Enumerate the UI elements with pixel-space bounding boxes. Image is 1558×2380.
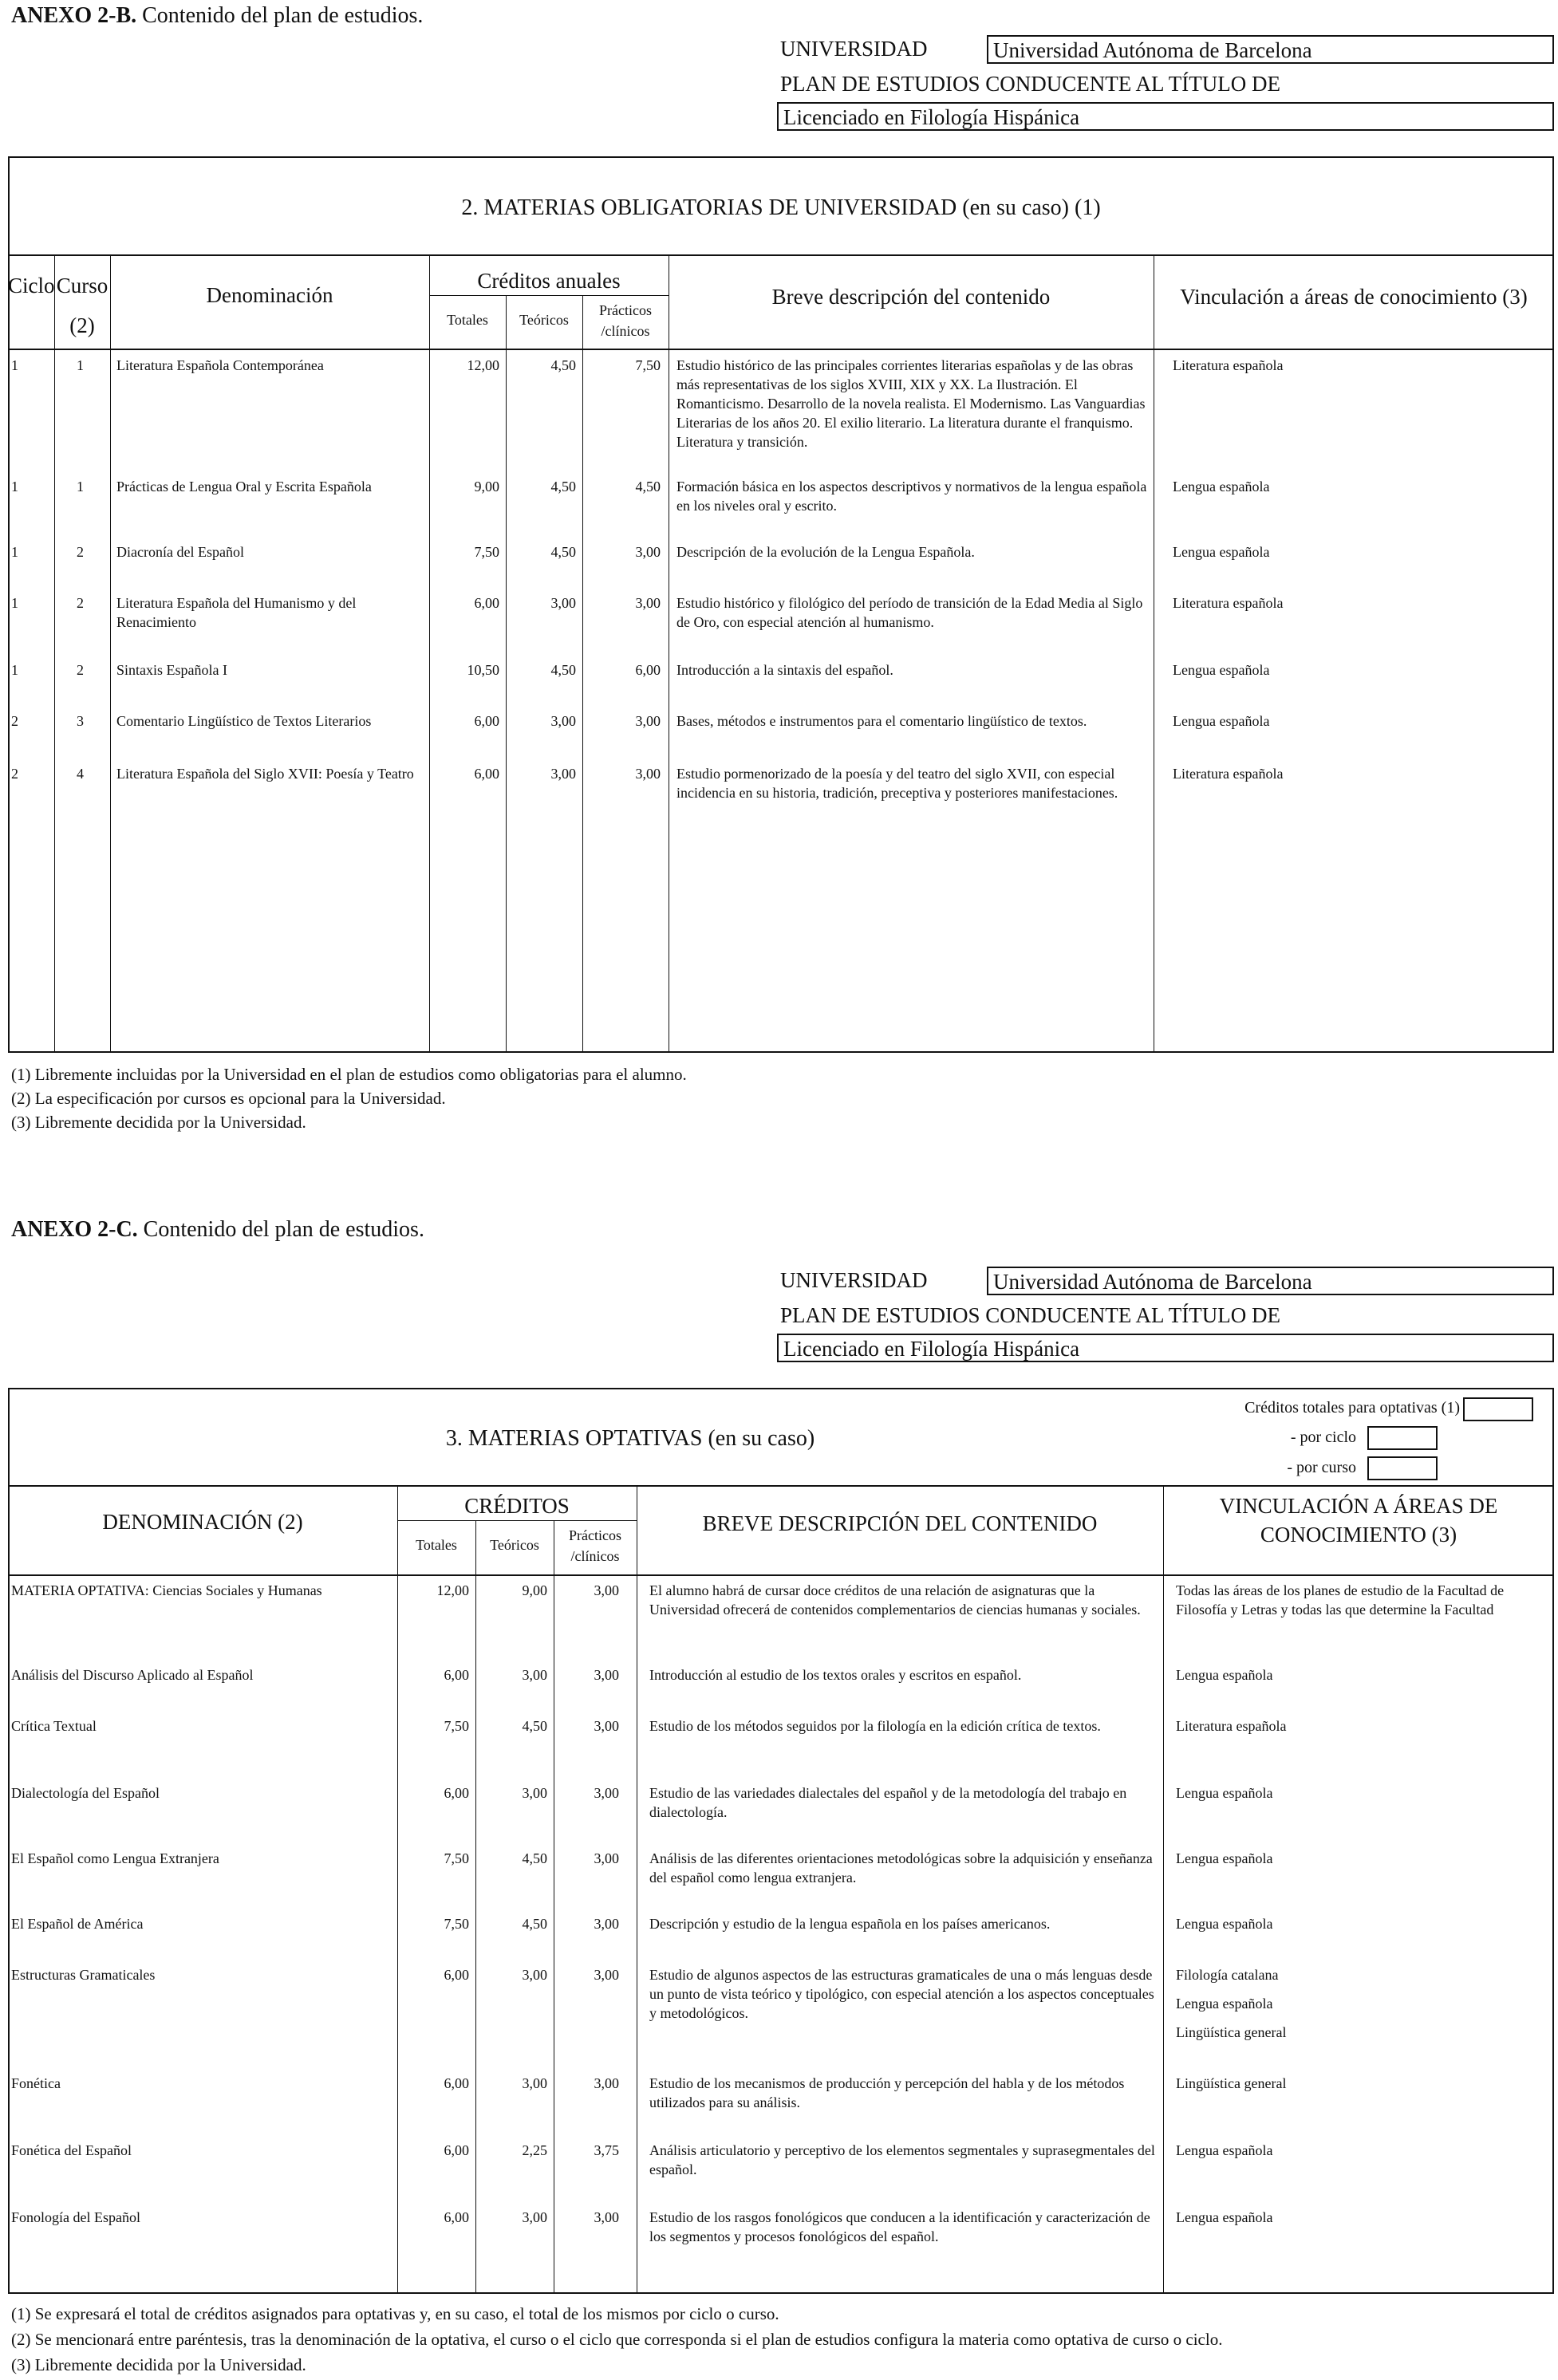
annex-b-section-title: 2. MATERIAS OBLIGATORIAS DE UNIVERSIDAD (en su caso) (1) <box>461 195 1101 220</box>
plan-label: PLAN DE ESTUDIOS CONDUCENTE AL TÍTULO DE <box>780 72 1280 96</box>
annex-b-row-2-practicos: 4,50 <box>635 479 661 495</box>
annex-b-row-1-area: Literatura española <box>1173 357 1284 373</box>
por-ciclo-field <box>1367 1426 1438 1450</box>
header-c-descripcion: BREVE DESCRIPCIÓN DEL CONTENIDO <box>702 1511 1098 1535</box>
header-curso-note: (2) <box>69 313 95 337</box>
annex-b-row-2-area: Lengua española <box>1173 479 1270 495</box>
annex-b-title: ANEXO 2-B. Contenido del plan de estudios. <box>11 3 424 28</box>
optativas-label: Créditos totales para optativas (1) <box>1244 1399 1460 1417</box>
header-totales: Totales <box>447 312 488 328</box>
por-curso-field <box>1367 1456 1438 1480</box>
annex-c-footnote-2: (2) Se mencionará entre paréntesis, tras la denominación de la optativa, el curso o el ciclo que corresponda si el plan de estudios configura la materia como optativa de curso o ciclo. <box>11 2330 1223 2349</box>
annex-b-footnote-2: (2) La especificación por cursos es opcional para la Universidad. <box>11 1089 446 1108</box>
annex-b-row-2-teoricos: 4,50 <box>550 479 576 495</box>
annex-c-row-4-teoricos: 3,00 <box>522 1785 547 1801</box>
annex-c-row-6-area-1: Lengua española <box>1176 1916 1273 1932</box>
annex-c-row-9-name: Fonética del Español <box>11 2142 132 2158</box>
annex-c-row-5-name: El Español como Lengua Extranjera <box>11 1850 219 1866</box>
annex-c-row-7-area-2: Lengua española <box>1176 1996 1273 2012</box>
annex-c-row-2-desc: Introducción al estudio de los textos orales y escritos en español. <box>649 1667 1022 1683</box>
header-clinicos: /clínicos <box>601 323 650 339</box>
header-practicos: Prácticos <box>599 302 652 318</box>
university-field: Universidad Autónoma de Barcelona <box>987 35 1554 64</box>
annex-b-row-6-name: Comentario Lingüístico de Textos Literarios <box>116 713 372 729</box>
annex-b-row-5-practicos: 6,00 <box>635 662 661 678</box>
annex-c-row-6-teoricos: 4,50 <box>522 1916 547 1932</box>
annex-b-row-4-ciclo: 1 <box>11 595 18 611</box>
annex-b-row-2-totales: 9,00 <box>474 479 499 495</box>
annex-c-row-8-name: Fonética <box>11 2075 61 2091</box>
degree-field: Licenciado en Filología Hispánica <box>777 102 1554 131</box>
annex-c-row-10-name: Fonología del Español <box>11 2209 140 2225</box>
annex-c-row-9-area-1: Lengua española <box>1176 2142 1273 2158</box>
annex-b-row-7-desc: Estudio pormenorizado de la poesía y del teatro del siglo XVII, con especial incidencia en su historia, tradición, preceptiva y posteriores manifestaciones. <box>676 766 1118 801</box>
annex-b-row-3-totales: 7,50 <box>474 544 499 560</box>
annex-b-row-3-curso: 2 <box>77 544 84 560</box>
annex-b-row-3-teoricos: 4,50 <box>550 544 576 560</box>
annex-b-row-6-area: Lengua española <box>1173 713 1270 729</box>
annex-c-footnote-1: (1) Se expresará el total de créditos asignados para optativas y, en su caso, el total de los mismos por ciclo o curso. <box>11 2304 779 2323</box>
annex-c-row-5-desc: Análisis de las diferentes orientaciones metodológicas sobre la adquisición y enseñanza del español como lengua extranjera. <box>649 1850 1153 1885</box>
annex-c-row-5-practicos: 3,00 <box>594 1850 619 1866</box>
header-c-denominacion: DENOMINACIÓN (2) <box>102 1510 303 1534</box>
annex-b-row-5-ciclo: 1 <box>11 662 18 678</box>
annex-b-row-1-teoricos: 4,50 <box>550 357 576 373</box>
por-ciclo-label: - por ciclo <box>1290 1428 1356 1446</box>
annex-c-row-1-desc: El alumno habrá de cursar doce créditos de una relación de asignaturas que la Universidad ofrecerá de contenidos complementarios de ciencias humanas y sociales. <box>649 1582 1141 1618</box>
annex-c-row-3-practicos: 3,00 <box>594 1718 619 1734</box>
annex-b-row-6-totales: 6,00 <box>474 713 499 729</box>
annex-b-row-7-teoricos: 3,00 <box>550 766 576 782</box>
annex-b-row-3-area: Lengua española <box>1173 544 1270 560</box>
optativas-total-field <box>1463 1397 1533 1421</box>
annex-c-row-8-area-1: Lingüística general <box>1176 2075 1287 2091</box>
annex-c-row-8-totales: 6,00 <box>444 2075 469 2091</box>
annex-c-footnote-3: (3) Libremente decidida por la Universidad. <box>11 2355 306 2374</box>
annex-b-row-4-area: Literatura española <box>1173 595 1284 611</box>
header-creditos: Créditos anuales <box>477 269 621 293</box>
por-curso-label: - por curso <box>1287 1459 1356 1476</box>
annex-c-row-10-area-1: Lengua española <box>1176 2209 1273 2225</box>
annex-b-row-1-practicos: 7,50 <box>635 357 661 373</box>
annex-c-row-4-desc: Estudio de las variedades dialectales del español y de la metodología del trabajo en dialectología. <box>649 1785 1127 1820</box>
annex-b-row-3-name: Diacronía del Español <box>116 544 244 560</box>
annex-c-row-2-teoricos: 3,00 <box>522 1667 547 1683</box>
header-vinculacion: Vinculación a áreas de conocimiento (3) <box>1180 285 1528 309</box>
annex-c-row-9-teoricos: 2,25 <box>522 2142 547 2158</box>
annex-c-row-9-desc: Análisis articulatorio y perceptivo de los elementos segmentales y suprasegmentales del español. <box>649 2142 1155 2177</box>
header-curso: Curso <box>56 274 108 298</box>
annex-b-row-7-practicos: 3,00 <box>635 766 661 782</box>
annex-c-row-8-practicos: 3,00 <box>594 2075 619 2091</box>
annex-b-row-4-curso: 2 <box>77 595 84 611</box>
annex-b-row-5-name: Sintaxis Española I <box>116 662 227 678</box>
annex-b-row-4-desc: Estudio histórico y filológico del período de transición de la Edad Media al Siglo de Oro, con especial atención al humanismo. <box>676 595 1143 630</box>
annex-b-row-2-name: Prácticas de Lengua Oral y Escrita Española <box>116 479 372 495</box>
annex-b-row-3-ciclo: 1 <box>11 544 18 560</box>
annex-c-row-4-practicos: 3,00 <box>594 1785 619 1801</box>
annex-c-row-4-area-1: Lengua española <box>1176 1785 1273 1801</box>
annex-c-row-2-totales: 6,00 <box>444 1667 469 1683</box>
annex-b-row-7-totales: 6,00 <box>474 766 499 782</box>
annex-c-row-7-area-3: Lingüística general <box>1176 2024 1287 2040</box>
annex-c-row-2-area-1: Lengua española <box>1176 1667 1273 1683</box>
annex-b-row-1-ciclo: 1 <box>11 357 18 373</box>
annex-b-row-5-totales: 10,50 <box>467 662 499 678</box>
annex-c-row-6-totales: 7,50 <box>444 1916 469 1932</box>
annex-c-row-3-name: Crítica Textual <box>11 1718 97 1734</box>
annex-c-row-9-practicos: 3,75 <box>594 2142 619 2158</box>
annex-c-row-1-name: MATERIA OPTATIVA: Ciencias Sociales y Humanas <box>11 1582 322 1598</box>
annex-c-row-10-teoricos: 3,00 <box>522 2209 547 2225</box>
annex-b-row-7-area: Literatura española <box>1173 766 1284 782</box>
annex-c-row-1-area-1: Todas las áreas de los planes de estudio de la Facultad de Filosofía y Letras y todas las que determine la Facultad <box>1176 1582 1505 1618</box>
annex-c-row-1-teoricos: 9,00 <box>522 1582 547 1598</box>
annex-b-row-2-ciclo: 1 <box>11 479 18 495</box>
annex-c-row-7-totales: 6,00 <box>444 1967 469 1983</box>
annex-b-row-3-desc: Descripción de la evolución de la Lengua Española. <box>676 544 975 560</box>
header-ciclo: Ciclo <box>8 274 55 298</box>
annex-c-row-10-practicos: 3,00 <box>594 2209 619 2225</box>
annex-c-row-7-teoricos: 3,00 <box>522 1967 547 1983</box>
annex-c-row-1-totales: 12,00 <box>436 1582 469 1598</box>
annex-b-row-4-practicos: 3,00 <box>635 595 661 611</box>
header-c-practicos: Prácticos <box>569 1527 621 1543</box>
annex-c-row-3-totales: 7,50 <box>444 1718 469 1734</box>
annex-c-row-10-totales: 6,00 <box>444 2209 469 2225</box>
annex-c-row-6-practicos: 3,00 <box>594 1916 619 1932</box>
annex-b-row-5-desc: Introducción a la sintaxis del español. <box>676 662 893 678</box>
annex-c-row-7-desc: Estudio de algunos aspectos de las estructuras gramaticales de una o más lenguas desde un punto de vista teórico y tipológico, con especial atención a los aspectos conceptuales y metodológicos. <box>649 1967 1154 2021</box>
annex-b-row-1-totales: 12,00 <box>467 357 499 373</box>
annex-b-row-1-name: Literatura Española Contemporánea <box>116 357 324 373</box>
annex-c-row-6-desc: Descripción y estudio de la lengua española en los países americanos. <box>649 1916 1051 1932</box>
annex-c-row-5-teoricos: 4,50 <box>522 1850 547 1866</box>
annex-b-row-7-name: Literatura Española del Siglo XVII: Poesía y Teatro <box>116 766 414 782</box>
annex-c-row-10-desc: Estudio de los rasgos fonológicos que conducen a la identificación y caracterización de los segmentos y procesos fonológicos del español. <box>649 2209 1150 2244</box>
annex-b-footnote-3: (3) Libremente decidida por la Universidad. <box>11 1113 306 1132</box>
annex-b-row-1-curso: 1 <box>77 357 84 373</box>
header-teoricos: Teóricos <box>519 312 569 328</box>
annex-b-row-2-curso: 1 <box>77 479 84 495</box>
annex-c-row-5-totales: 7,50 <box>444 1850 469 1866</box>
annex-c-row-2-name: Análisis del Discurso Aplicado al Español <box>11 1667 254 1683</box>
annex-c-row-8-teoricos: 3,00 <box>522 2075 547 2091</box>
annex-c-row-7-area-1: Filología catalana <box>1176 1967 1279 1983</box>
annex-c-row-6-name: El Español de América <box>11 1916 144 1932</box>
university-label-c: UNIVERSIDAD <box>780 1268 928 1292</box>
annex-b-row-6-teoricos: 3,00 <box>550 713 576 729</box>
annex-b-row-1-desc: Estudio histórico de las principales corrientes literarias españolas y de las obras más representativas de los siglos XVIII, XIX y XX. La Ilustración. El Romanticismo. Desarrollo de la novela realista. El Modernismo. Las Vanguardias Literarias de los años 20. El exilio literario. La literatura durante el franquismo. Literatura y transición. <box>676 357 1146 450</box>
annex-c-row-5-area-1: Lengua española <box>1176 1850 1273 1866</box>
header-descripcion: Breve descripción del contenido <box>771 285 1051 309</box>
annex-b-row-6-practicos: 3,00 <box>635 713 661 729</box>
annex-c-row-3-desc: Estudio de los métodos seguidos por la filología en la edición crítica de textos. <box>649 1718 1101 1734</box>
annex-b-footnote-1: (1) Libremente incluidas por la Universidad en el plan de estudios como obligatorias para el alumno. <box>11 1065 687 1084</box>
annex-c-row-3-area-1: Literatura española <box>1176 1718 1287 1734</box>
annex-b-row-4-totales: 6,00 <box>474 595 499 611</box>
header-c-clinicos: /clínicos <box>570 1548 620 1564</box>
header-c-totales: Totales <box>416 1537 457 1553</box>
annex-b-row-5-area: Lengua española <box>1173 662 1270 678</box>
annex-c-row-4-totales: 6,00 <box>444 1785 469 1801</box>
annex-c-section-title: 3. MATERIAS OPTATIVAS (en su caso) <box>445 1426 815 1451</box>
annex-b-row-4-teoricos: 3,00 <box>550 595 576 611</box>
annex-b-row-6-curso: 3 <box>77 713 84 729</box>
annex-b-row-5-teoricos: 4,50 <box>550 662 576 678</box>
annex-c-row-8-desc: Estudio de los mecanismos de producción y percepción del habla y de los métodos utilizados para su análisis. <box>649 2075 1125 2110</box>
annex-b-row-6-ciclo: 2 <box>11 713 18 729</box>
university-label: UNIVERSIDAD <box>780 37 928 61</box>
annex-b-row-7-curso: 4 <box>77 766 84 782</box>
annex-b-row-4-name: Literatura Española del Humanismo y del Renacimiento <box>116 595 357 630</box>
annex-b-row-6-desc: Bases, métodos e instrumentos para el comentario lingüístico de textos. <box>676 713 1087 729</box>
annex-b-row-7-ciclo: 2 <box>11 766 18 782</box>
annex-c-row-7-practicos: 3,00 <box>594 1967 619 1983</box>
header-c-vinculacion-2: CONOCIMIENTO (3) <box>1260 1523 1457 1547</box>
plan-label-c: PLAN DE ESTUDIOS CONDUCENTE AL TÍTULO DE <box>780 1303 1280 1327</box>
annex-c-row-3-teoricos: 4,50 <box>522 1718 547 1734</box>
annex-c-row-2-practicos: 3,00 <box>594 1667 619 1683</box>
header-c-teoricos: Teóricos <box>490 1537 539 1553</box>
header-denominacion: Denominación <box>206 283 333 307</box>
header-c-vinculacion-1: VINCULACIÓN A ÁREAS DE <box>1219 1494 1498 1518</box>
degree-field-c: Licenciado en Filología Hispánica <box>777 1334 1554 1362</box>
annex-b-row-3-practicos: 3,00 <box>635 544 661 560</box>
annex-c-title: ANEXO 2-C. Contenido del plan de estudios. <box>11 1217 424 1242</box>
annex-c-row-4-name: Dialectología del Español <box>11 1785 160 1801</box>
annex-c-row-7-name: Estructuras Gramaticales <box>11 1967 156 1983</box>
annex-b-row-2-desc: Formación básica en los aspectos descriptivos y normativos de la lengua española en los niveles oral y escrito. <box>676 479 1147 514</box>
university-field-c: Universidad Autónoma de Barcelona <box>987 1267 1554 1295</box>
annex-c-row-1-practicos: 3,00 <box>594 1582 619 1598</box>
annex-c-row-9-totales: 6,00 <box>444 2142 469 2158</box>
annex-b-row-5-curso: 2 <box>77 662 84 678</box>
header-c-creditos: CRÉDITOS <box>464 1494 570 1518</box>
